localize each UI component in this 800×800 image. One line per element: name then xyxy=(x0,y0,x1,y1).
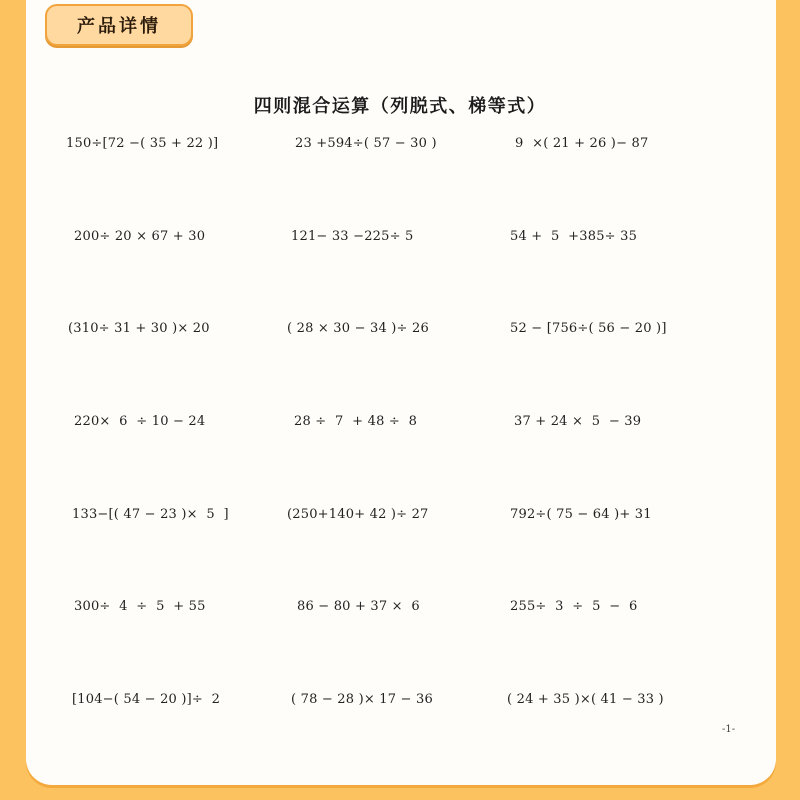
math-problem: 52 − [756÷( 56 − 20 )] xyxy=(510,321,667,337)
math-problem: ( 78 − 28 )× 17 − 36 xyxy=(291,692,433,708)
math-problem: [104−( 54 − 20 )]÷ 2 xyxy=(72,692,221,708)
math-problem: (250+140+ 42 )÷ 27 xyxy=(287,506,429,522)
math-problem: 150÷[72 −( 35 + 22 )] xyxy=(66,136,219,151)
math-problem: 300÷ 4 ÷ 5 + 55 xyxy=(74,599,206,615)
math-problem: 86 − 80 + 37 × 6 xyxy=(297,599,420,615)
math-problem: 37 + 24 × 5 − 39 xyxy=(514,414,642,430)
page-number: -1- xyxy=(722,724,736,735)
problem-grid xyxy=(66,134,726,783)
math-problem: ( 24 + 35 )×( 41 − 33 ) xyxy=(507,692,664,708)
worksheet-title: 四则混合运算（列脱式、梯等式） xyxy=(253,96,547,117)
math-problem: 9 ×( 21 + 26 )− 87 xyxy=(515,136,649,151)
math-problem: 255÷ 3 ÷ 5 − 6 xyxy=(510,599,638,615)
math-problem: 792÷( 75 − 64 )+ 31 xyxy=(510,506,652,522)
math-problem: 54 + 5 +385÷ 35 xyxy=(510,228,638,244)
math-problem: 23 +594÷( 57 − 30 ) xyxy=(295,136,437,151)
math-problem: (310÷ 31 + 30 )× 20 xyxy=(68,321,210,337)
math-problem: 133−[( 47 − 23 )× 5 ] xyxy=(72,506,229,522)
math-problem: ( 28 × 30 − 34 )÷ 26 xyxy=(287,321,429,337)
math-problem: 28 ÷ 7 + 48 ÷ 8 xyxy=(294,414,418,430)
product-details-badge: 产品详情 xyxy=(45,4,193,46)
math-problem: 200÷ 20 × 67 + 30 xyxy=(74,228,206,244)
math-problem: 121− 33 −225÷ 5 xyxy=(291,228,414,244)
math-problem: 220× 6 ÷ 10 − 24 xyxy=(74,414,206,430)
